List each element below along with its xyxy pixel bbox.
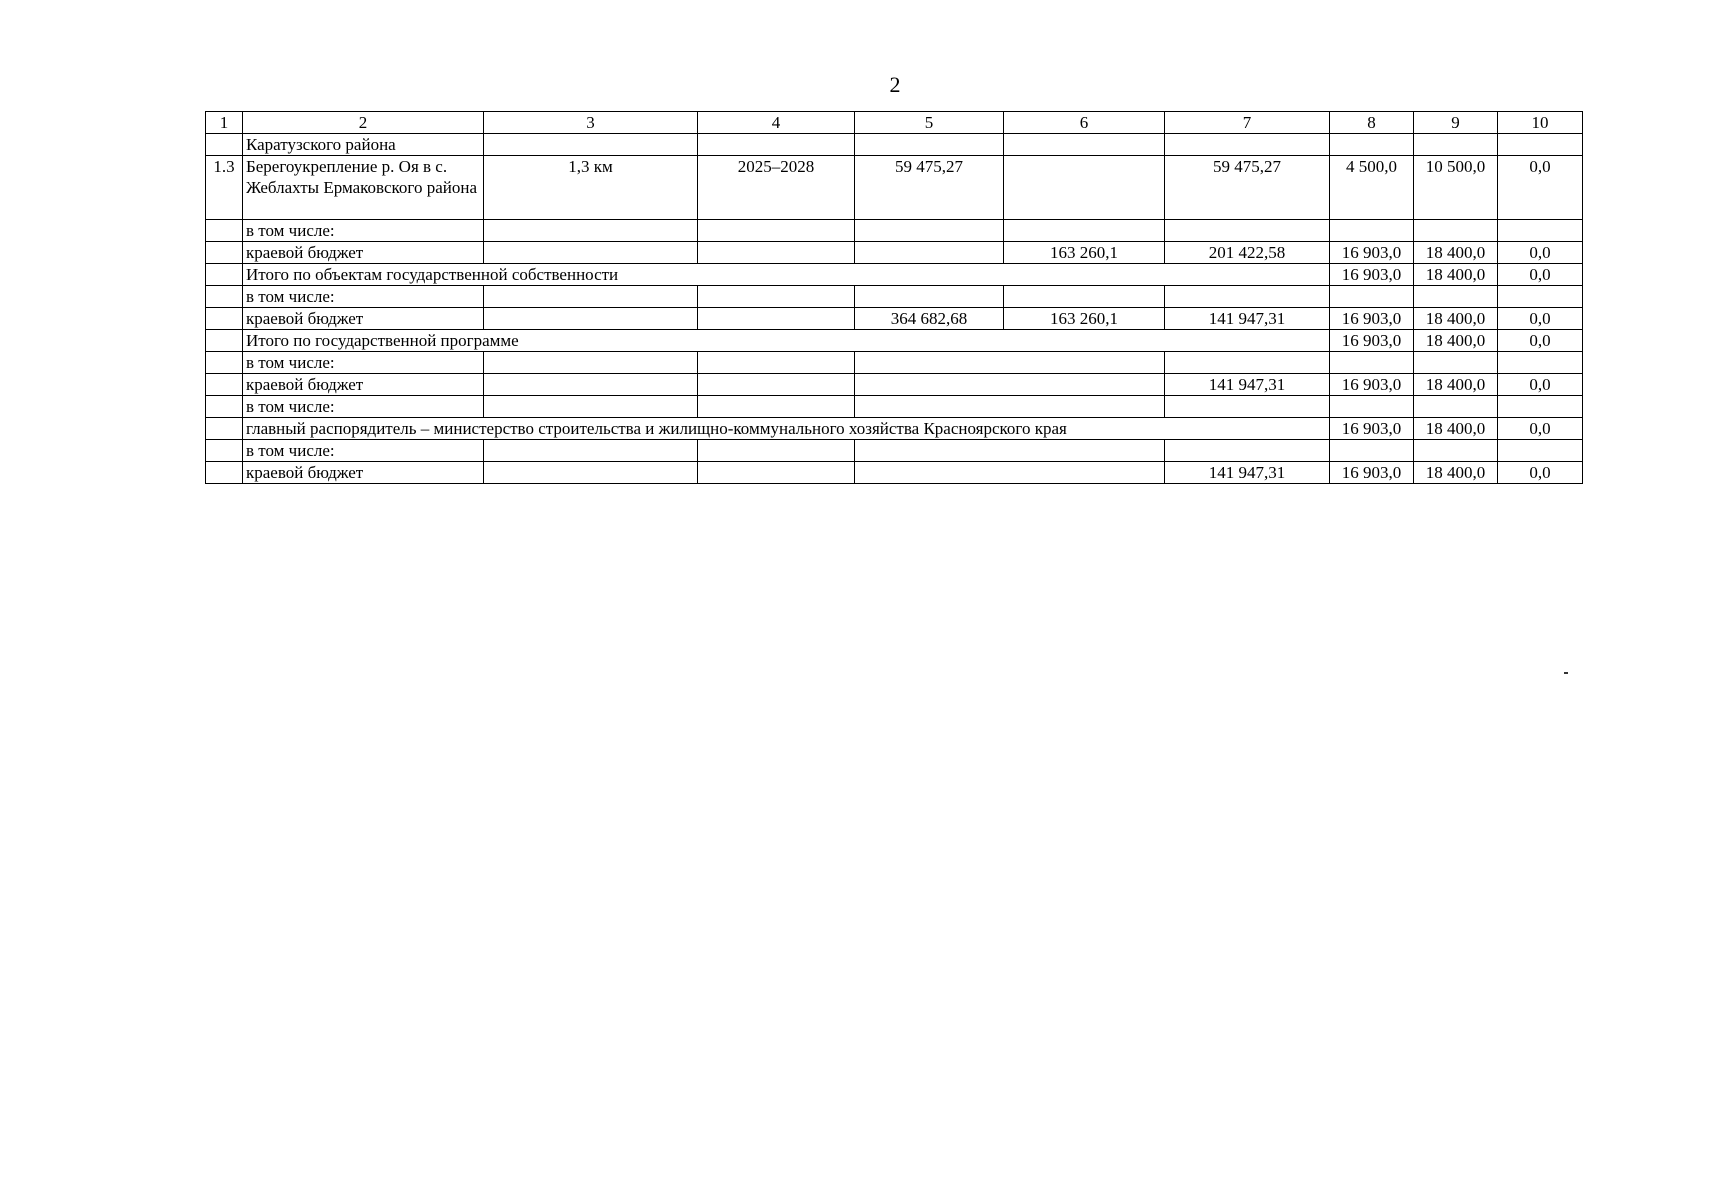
scan-speck [1564, 672, 1568, 674]
table-row [206, 462, 1583, 484]
table-cell [1414, 440, 1498, 462]
value-cell: 16 903,0 [1330, 374, 1414, 396]
value-cell: 18 400,0 [1414, 374, 1498, 396]
value-cell: 141 947,31 [1165, 374, 1330, 396]
table-row [206, 396, 1583, 418]
table-cell [1498, 352, 1583, 374]
table-cell [484, 242, 698, 264]
header-cell: 10 [1498, 112, 1583, 134]
table-cell [206, 462, 243, 484]
header-cell: 2 [243, 112, 484, 134]
table-row [206, 352, 1583, 374]
row-label: Каратузского района [243, 134, 484, 156]
value-cell [1004, 156, 1165, 220]
row-label: краевой бюджет [243, 374, 484, 396]
table-cell [206, 308, 243, 330]
table-row [206, 440, 1583, 462]
value-cell: 18 400,0 [1414, 330, 1498, 352]
value-cell: 0,0 [1498, 462, 1583, 484]
table-cell [1414, 220, 1498, 242]
value-cell: 201 422,58 [1165, 242, 1330, 264]
table-cell [1414, 396, 1498, 418]
value-cell: 16 903,0 [1330, 462, 1414, 484]
row-label: краевой бюджет [243, 242, 484, 264]
table-cell [855, 352, 1165, 374]
table-cell [1165, 352, 1330, 374]
table-row [206, 220, 1583, 242]
table-cell [698, 396, 855, 418]
table-cell [1498, 220, 1583, 242]
value-cell: 0,0 [1498, 242, 1583, 264]
table-row [206, 418, 1583, 440]
table-cell [1004, 220, 1165, 242]
table-cell [206, 418, 243, 440]
value-cell: 163 260,1 [1004, 308, 1165, 330]
table-cell [855, 242, 1004, 264]
table-cell [855, 286, 1004, 308]
table-cell [1330, 440, 1414, 462]
table-cell [484, 134, 698, 156]
table-cell [206, 242, 243, 264]
value-cell: 163 260,1 [1004, 242, 1165, 264]
value-cell: 16 903,0 [1330, 330, 1414, 352]
value-cell: 0,0 [1498, 330, 1583, 352]
table-cell [206, 396, 243, 418]
header-cell: 3 [484, 112, 698, 134]
table-cell [1414, 134, 1498, 156]
table-cell [1165, 286, 1330, 308]
table-cell [206, 286, 243, 308]
table-cell [206, 330, 243, 352]
row-label: в том числе: [243, 396, 484, 418]
table-cell [698, 220, 855, 242]
value-cell: 59 475,27 [1165, 156, 1330, 220]
table-cell [698, 440, 855, 462]
table-cell [855, 396, 1165, 418]
value-cell: 0,0 [1498, 418, 1583, 440]
value-cell: 4 500,0 [1330, 156, 1414, 220]
row-label: в том числе: [243, 440, 484, 462]
header-cell: 1 [206, 112, 243, 134]
table-cell [1498, 440, 1583, 462]
table-row [206, 286, 1583, 308]
table-cell [206, 220, 243, 242]
table-cell [1165, 440, 1330, 462]
table-cell [1330, 286, 1414, 308]
table-cell [1330, 396, 1414, 418]
value-cell: 0,0 [1498, 156, 1583, 220]
table-row [206, 308, 1583, 330]
table-cell [206, 440, 243, 462]
table-cell [484, 352, 698, 374]
table-cell [855, 440, 1165, 462]
table-row [206, 134, 1583, 156]
value-cell: 0,0 [1498, 264, 1583, 286]
value-cell: 16 903,0 [1330, 264, 1414, 286]
table-row [206, 374, 1583, 396]
row-label: в том числе: [243, 286, 484, 308]
table-row [206, 242, 1583, 264]
table-cell [855, 134, 1004, 156]
header-cell: 6 [1004, 112, 1165, 134]
table-cell [484, 440, 698, 462]
table-cell [1414, 286, 1498, 308]
table-cell [1330, 352, 1414, 374]
table-row [206, 330, 1583, 352]
table-cell [698, 462, 855, 484]
page-number: 2 [889, 72, 901, 97]
header-cell: 5 [855, 112, 1004, 134]
table-cell [698, 374, 855, 396]
row-label: Итого по государственной программе [243, 330, 1330, 352]
value-cell: 10 500,0 [1414, 156, 1498, 220]
value-cell: 16 903,0 [1330, 308, 1414, 330]
table-cell [484, 374, 698, 396]
value-cell: 141 947,31 [1165, 308, 1330, 330]
row-label: краевой бюджет [243, 308, 484, 330]
capacity-cell: 1,3 км [484, 156, 698, 220]
table-cell [1165, 396, 1330, 418]
table-cell [484, 396, 698, 418]
table-cell [698, 352, 855, 374]
table-cell [1330, 134, 1414, 156]
table-header-row [206, 112, 1583, 134]
row-label: Берегоукрепление р. Оя в с. Жеблахты Ермаковского района [243, 156, 484, 220]
row-label: краевой бюджет [243, 462, 484, 484]
row-label: в том числе: [243, 352, 484, 374]
value-cell: 141 947,31 [1165, 462, 1330, 484]
row-label: главный распорядитель – министерство строительства и жилищно-коммунального хозяйства Красноярского края [243, 418, 1330, 440]
table-cell [1165, 220, 1330, 242]
table-cell [484, 462, 698, 484]
header-cell: 9 [1414, 112, 1498, 134]
table-cell [484, 286, 698, 308]
table-cell [1165, 134, 1330, 156]
table-cell [206, 374, 243, 396]
value-cell: 16 903,0 [1330, 242, 1414, 264]
table-row [206, 264, 1583, 286]
row-label: Итого по объектам государственной собственности [243, 264, 1330, 286]
header-cell: 4 [698, 112, 855, 134]
header-cell: 8 [1330, 112, 1414, 134]
table-cell [1498, 134, 1583, 156]
table-cell [1498, 286, 1583, 308]
table-cell [855, 374, 1165, 396]
table-cell [206, 352, 243, 374]
table-cell [1330, 220, 1414, 242]
budget-table [205, 111, 1583, 484]
value-cell: 18 400,0 [1414, 418, 1498, 440]
table-cell [698, 286, 855, 308]
value-cell: 18 400,0 [1414, 242, 1498, 264]
row-label: в том числе: [243, 220, 484, 242]
table-row [206, 156, 1583, 220]
value-cell: 364 682,68 [855, 308, 1004, 330]
value-cell: 18 400,0 [1414, 308, 1498, 330]
row-number: 1.3 [206, 156, 243, 220]
value-cell: 18 400,0 [1414, 264, 1498, 286]
table-cell [1498, 396, 1583, 418]
table-cell [206, 134, 243, 156]
table-cell [698, 308, 855, 330]
table-cell [206, 264, 243, 286]
table-cell [698, 134, 855, 156]
table-cell [1414, 352, 1498, 374]
period-cell: 2025–2028 [698, 156, 855, 220]
table-cell [1004, 286, 1165, 308]
table-cell [484, 220, 698, 242]
value-cell: 16 903,0 [1330, 418, 1414, 440]
value-cell: 0,0 [1498, 308, 1583, 330]
table-cell [855, 220, 1004, 242]
value-cell: 0,0 [1498, 374, 1583, 396]
value-cell: 18 400,0 [1414, 462, 1498, 484]
value-cell: 59 475,27 [855, 156, 1004, 220]
header-cell: 7 [1165, 112, 1330, 134]
table-cell [855, 462, 1165, 484]
table-cell [698, 242, 855, 264]
table-cell [1004, 134, 1165, 156]
table-cell [484, 308, 698, 330]
